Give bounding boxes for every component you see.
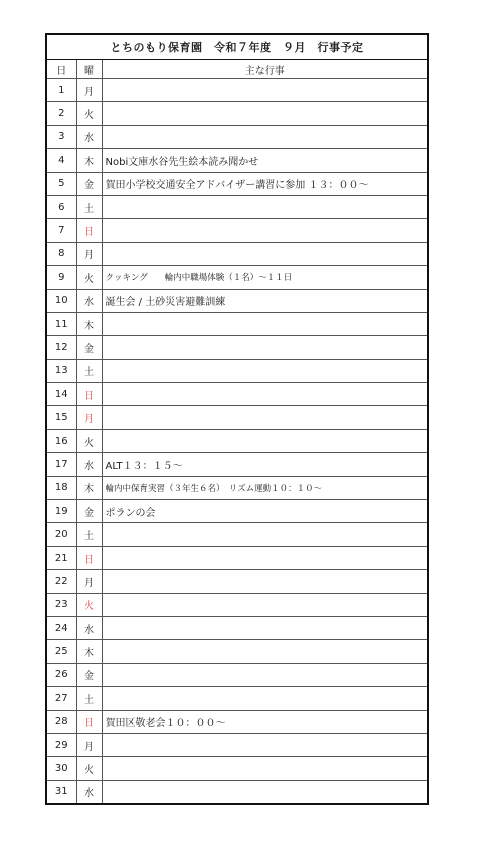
weekday-cell: 土 [76,359,102,382]
weekday-cell: 水 [76,780,102,803]
event-cell [102,102,427,125]
weekday-cell: 金 [76,172,102,195]
weekday-cell: 木 [76,149,102,172]
weekday-cell: 月 [76,242,102,265]
event-cell [102,780,427,803]
table-row [47,172,427,195]
event-cell: クッキング 輪内中職場体験（１名）～１１日 [102,266,427,289]
event-cell [102,125,427,148]
day-cell: 11 [47,312,76,335]
table-row [47,616,427,639]
table-row [47,359,427,382]
day-cell: 31 [47,780,76,803]
event-cell [102,733,427,756]
event-cell [102,79,427,102]
event-cell: ポランの会 [102,500,427,523]
weekday-cell: 水 [76,125,102,148]
day-cell: 30 [47,757,76,780]
day-cell: 5 [47,172,76,195]
table-row [47,336,427,359]
event-cell: 賀田区敬老会１０：００～ [102,710,427,733]
table-row [47,266,427,289]
event-cell [102,640,427,663]
weekday-cell: 火 [76,593,102,616]
event-cell [102,687,427,710]
day-cell: 28 [47,710,76,733]
day-cell: 14 [47,383,76,406]
day-cell: 8 [47,242,76,265]
day-cell: 22 [47,570,76,593]
table-row [47,593,427,616]
event-cell: Nobi文庫水谷先生絵本読み聞かせ [102,149,427,172]
weekday-cell: 火 [76,429,102,452]
table-row [47,219,427,242]
table-row [47,79,427,102]
event-cell [102,383,427,406]
table-row [47,570,427,593]
day-cell: 15 [47,406,76,429]
weekday-cell: 日 [76,219,102,242]
weekday-cell: 金 [76,336,102,359]
weekday-cell: 金 [76,663,102,686]
event-cell [102,195,427,218]
weekday-cell: 木 [76,312,102,335]
table-row [47,242,427,265]
weekday-cell: 木 [76,476,102,499]
event-cell [102,523,427,546]
event-cell [102,570,427,593]
event-cell: 誕生会 / 土砂災害避難訓練 [102,289,427,312]
table-row [47,476,427,499]
schedule-rows [47,79,427,804]
table-row [47,195,427,218]
table-row [47,406,427,429]
table-row [47,710,427,733]
event-cell [102,593,427,616]
event-cell: 賀田小学校交通安全アドバイザー講習に参加 １３：００～ [102,172,427,195]
event-cell [102,219,427,242]
weekday-cell: 月 [76,406,102,429]
weekday-cell: 日 [76,383,102,406]
header-row [47,60,427,79]
event-cell: 輪内中保育実習（３年生６名） リズム運動１０：１０～ [102,476,427,499]
day-cell: 4 [47,149,76,172]
event-cell [102,336,427,359]
day-cell: 26 [47,663,76,686]
weekday-cell: 火 [76,266,102,289]
event-cell [102,242,427,265]
day-cell: 17 [47,453,76,476]
event-cell [102,359,427,382]
day-cell: 19 [47,500,76,523]
day-cell: 20 [47,523,76,546]
table-row [47,312,427,335]
weekday-cell: 月 [76,733,102,756]
day-cell: 1 [47,79,76,102]
day-cell: 9 [47,266,76,289]
day-cell: 2 [47,102,76,125]
schedule-sheet [45,33,429,805]
weekday-cell: 木 [76,640,102,663]
day-cell: 24 [47,616,76,639]
weekday-cell: 火 [76,102,102,125]
table-row [47,500,427,523]
schedule-table [47,60,427,803]
table-row [47,289,427,312]
table-row [47,125,427,148]
weekday-cell: 土 [76,523,102,546]
header-day: 日 [47,60,76,79]
table-row [47,733,427,756]
day-cell: 16 [47,429,76,452]
weekday-cell: 日 [76,546,102,569]
table-row [47,383,427,406]
weekday-cell: 月 [76,79,102,102]
day-cell: 13 [47,359,76,382]
table-row [47,102,427,125]
day-cell: 23 [47,593,76,616]
event-cell: ALT１３：１５～ [102,453,427,476]
day-cell: 18 [47,476,76,499]
weekday-cell: 水 [76,453,102,476]
weekday-cell: 月 [76,570,102,593]
schedule-title: とちのもり保育園 令和７年度 ９月 行事予定 [47,35,427,60]
table-row [47,757,427,780]
weekday-cell: 水 [76,289,102,312]
day-cell: 12 [47,336,76,359]
event-cell [102,616,427,639]
event-cell [102,429,427,452]
table-row [47,523,427,546]
event-cell [102,312,427,335]
table-row [47,663,427,686]
day-cell: 21 [47,546,76,569]
day-cell: 25 [47,640,76,663]
table-row [47,687,427,710]
weekday-cell: 土 [76,195,102,218]
event-cell [102,757,427,780]
weekday-cell: 火 [76,757,102,780]
header-events: 主な行事 [102,60,427,79]
day-cell: 27 [47,687,76,710]
day-cell: 7 [47,219,76,242]
header-weekday: 曜 [76,60,102,79]
event-cell [102,663,427,686]
day-cell: 29 [47,733,76,756]
weekday-cell: 土 [76,687,102,710]
event-cell [102,546,427,569]
day-cell: 6 [47,195,76,218]
event-cell [102,406,427,429]
weekday-cell: 金 [76,500,102,523]
table-row [47,546,427,569]
weekday-cell: 日 [76,710,102,733]
table-row [47,453,427,476]
table-row [47,429,427,452]
day-cell: 3 [47,125,76,148]
weekday-cell: 水 [76,616,102,639]
day-cell: 10 [47,289,76,312]
table-row [47,149,427,172]
table-row [47,640,427,663]
table-row [47,780,427,803]
